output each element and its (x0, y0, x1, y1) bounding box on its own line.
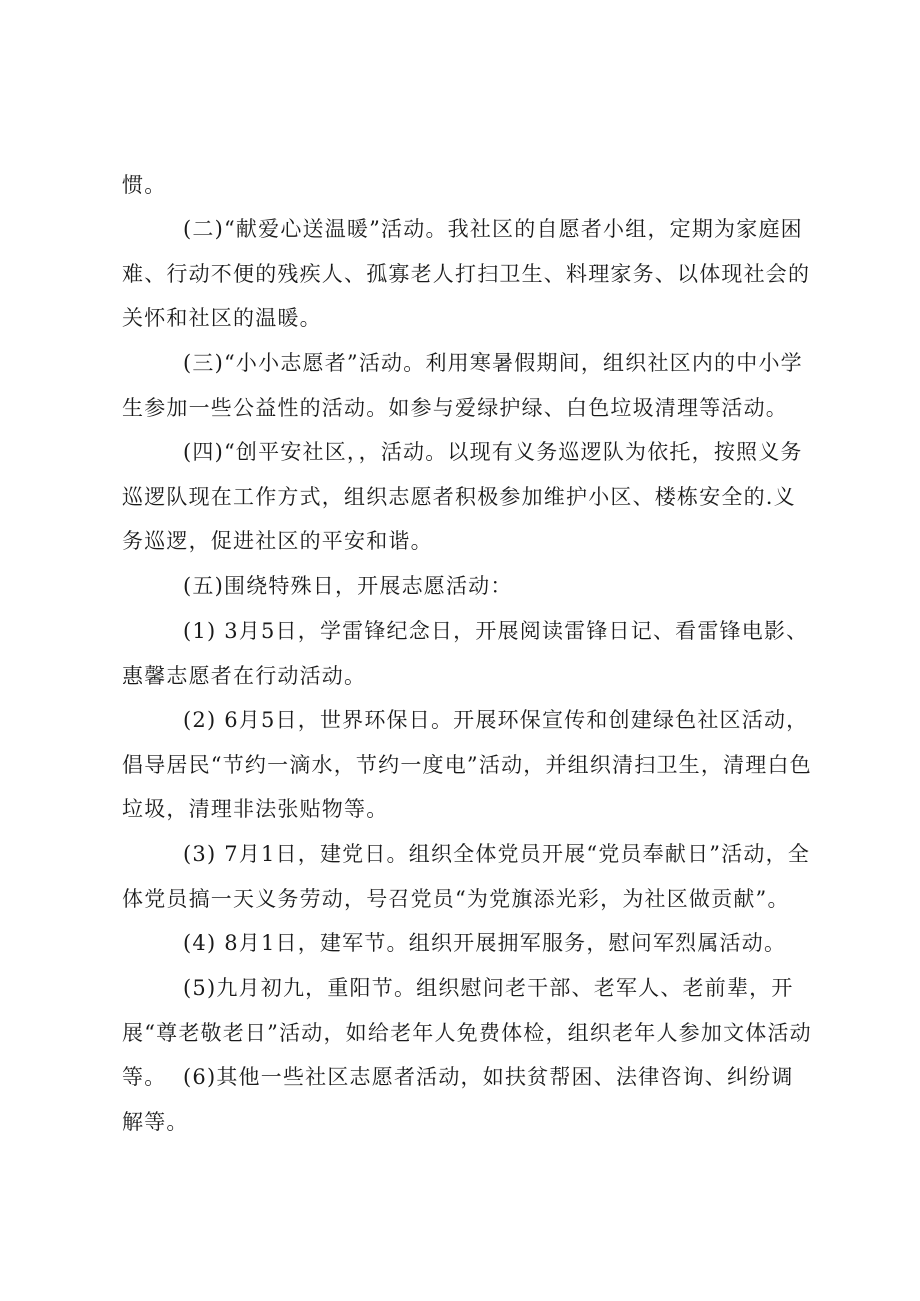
paragraph-sub-2: (2) 6月5日，世界环保日。开展环保宣传和创建绿色社区活动，倡导居民“节约一滴水，节约一度电”活动，并组织清扫卫生，清理白色垃圾，清理非法张贴物等。 (122, 708, 812, 821)
paragraph-sub-1: (1) 3月5日，学雷锋纪念日，开展阅读雷锋日记、看雷锋电影、惠馨志愿者在行动活动。 (122, 619, 809, 688)
paragraph-sub-6: (6)其他一些社区志愿者活动，如扶贫帮困、法律咨询、纠纷调解等。 (122, 1065, 794, 1134)
paragraph-continuation: 惯。 (122, 173, 167, 197)
paragraph-sub-4: (4) 8月1日，建军节。组织开展拥军服务，慰问军烈属活动。 (183, 931, 787, 955)
paragraph-item-2: (二)“献爱心送温暖”活动。我社区的自愿者小组，定期为家庭困难、行动不便的残疾人、孤寡老人打扫卫生、料理家务、以体现社会的关怀和社区的温暖。 (122, 217, 811, 330)
paragraph-sub-5: (5)九月初九，重阳节。组织慰问老干部、老军人、老前辈，开展“尊老敬老日”活动，如给老年人免费体检，组织老年人参加文体活动等。 (122, 976, 812, 1089)
paragraph-sub-3: (3) 7月1日，建党日。组织全体党员开展“党员奉献日”活动，全体党员搞一天义务劳动，号召党员“为党旗添光彩，为社区做贡献”。 (122, 842, 811, 911)
paragraph-item-5: (五)围绕特殊日，开展志愿活动： (183, 574, 513, 598)
paragraph-item-4: (四)“创平安社区，，活动。以现有义务巡逻队为依托，按照义务巡逻队现在工作方式，组织志愿者积极参加维护小区、楼栋安全的.义务巡逻，促进社区的平安和谐。 (122, 440, 803, 553)
paragraph-item-3: (三)“小小志愿者”活动。利用寒暑假期间，组织社区内的中小学生参加一些公益性的活动。如参与爱绿护绿、白色垃圾清理等活动。 (122, 351, 803, 420)
